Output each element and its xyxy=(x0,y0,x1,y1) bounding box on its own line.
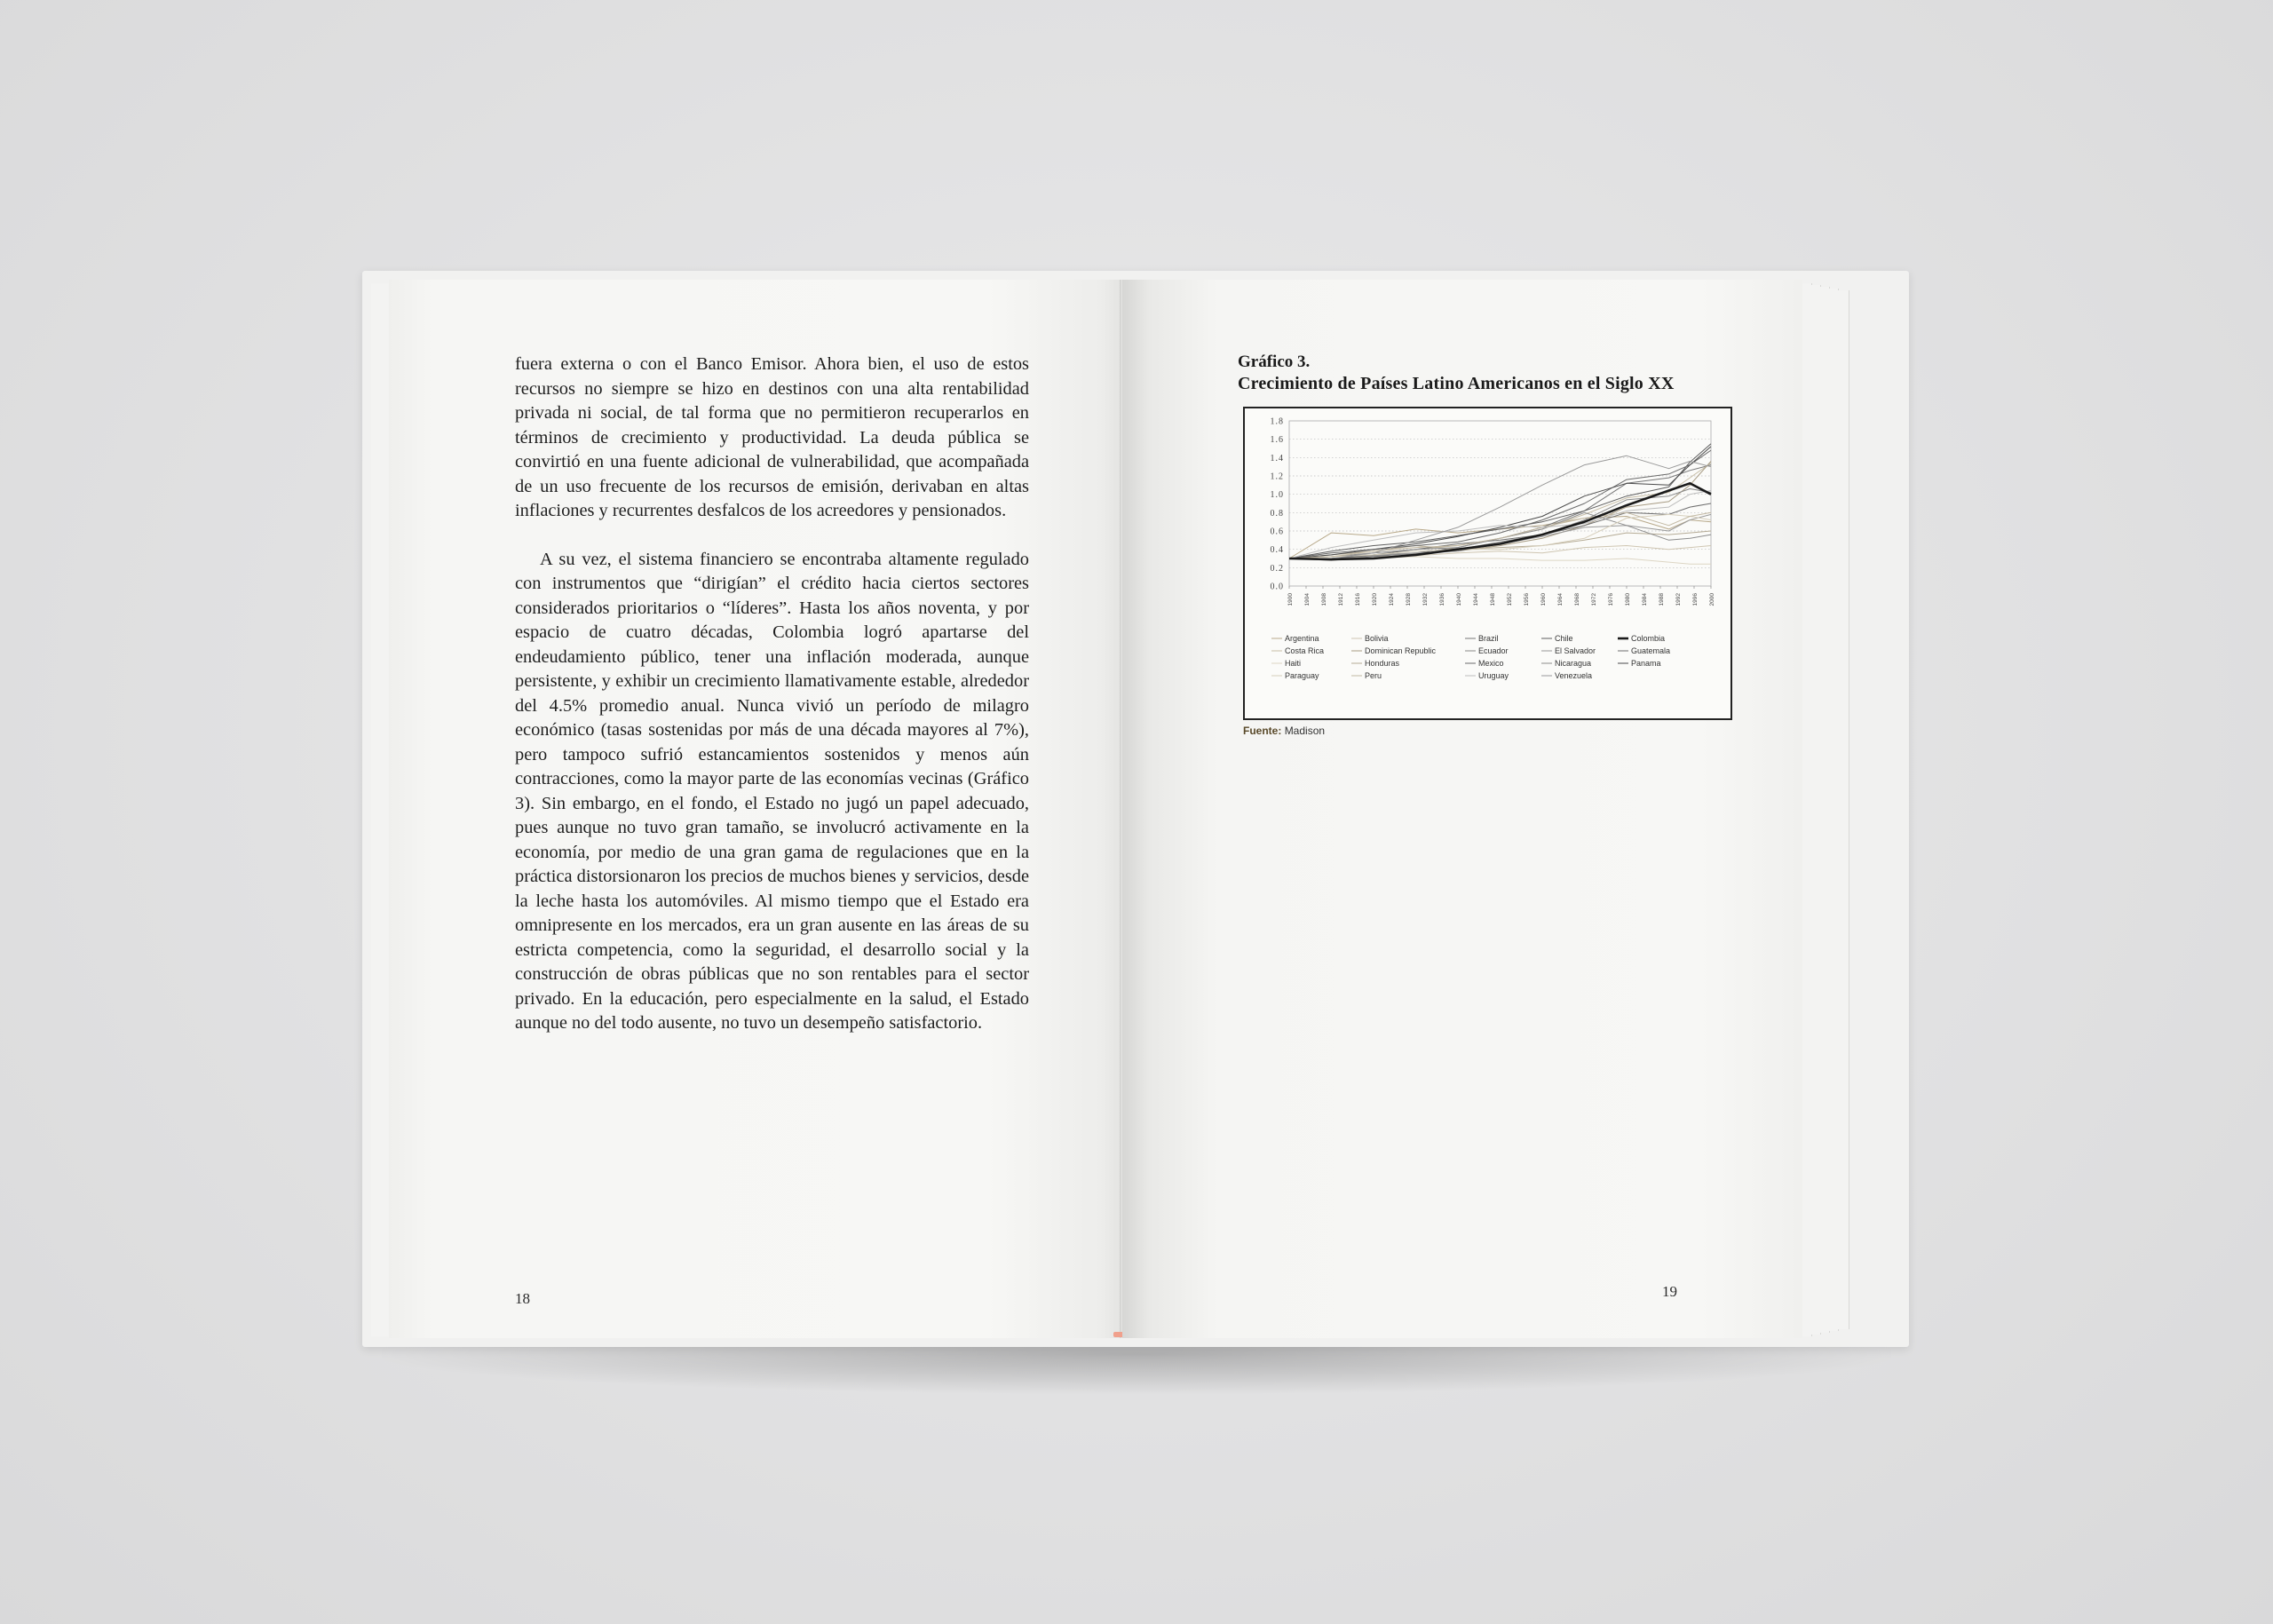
body-text xyxy=(515,353,1029,1036)
legend-label: Honduras xyxy=(1365,659,1400,668)
paragraph-1: fuera externa o con el Banco Emisor. Ahora bien, el uso de estos recursos no siempre se hizo en destinos con una alta rentabilidad privada ni social, de tal forma que no permitieron recuperarlos en términos de crecimiento y productividad. La deuda pública se convirtió en una fuente adicional de vulnerabilidad, que acompañada de un uso frecuente de los recursos de emisión, derivaban en altas inflaciones y recurrentes desfalcos de los acreedores y pensionados. xyxy=(515,354,1029,520)
page-number-left: 18 xyxy=(515,1290,530,1307)
x-tick-label: 1976 xyxy=(1608,593,1614,606)
x-tick-label: 1964 xyxy=(1557,593,1564,606)
legend-label: Paraguay xyxy=(1285,671,1319,680)
open-book xyxy=(362,271,1909,1347)
x-tick-label: 1900 xyxy=(1287,593,1294,606)
x-tick-label: 2000 xyxy=(1709,593,1715,606)
legend-label: Colombia xyxy=(1631,634,1666,643)
legend-label: Venezuela xyxy=(1555,671,1593,680)
page-number-right: 19 xyxy=(1662,1283,1677,1300)
legend-label: Costa Rica xyxy=(1285,646,1325,655)
figure-label: Gráfico 3. xyxy=(1238,353,1311,371)
figure-caption xyxy=(1238,352,1675,395)
legend-label: Haiti xyxy=(1285,659,1302,668)
x-tick-label: 1928 xyxy=(1406,593,1412,606)
legend-label: Guatemala xyxy=(1631,646,1671,655)
legend-label: Nicaragua xyxy=(1555,659,1592,668)
x-tick-label: 1904 xyxy=(1304,593,1311,606)
legend-label: Brazil xyxy=(1478,634,1499,643)
legend-label: Bolivia xyxy=(1365,634,1389,643)
y-tick-label: 0.0 xyxy=(1270,582,1284,592)
x-tick-label: 1944 xyxy=(1473,593,1479,606)
y-tick-label: 1.0 xyxy=(1270,490,1284,501)
series-line-chile xyxy=(1289,444,1711,558)
y-tick-label: 0.6 xyxy=(1270,527,1284,537)
y-tick-label: 1.8 xyxy=(1270,416,1284,427)
plot-area xyxy=(1289,421,1711,586)
x-tick-label: 1984 xyxy=(1642,593,1648,606)
figure-source xyxy=(1243,725,1325,737)
figure-title: Crecimiento de Países Latino Americanos en el Siglo XX xyxy=(1238,374,1675,393)
y-tick-label: 0.4 xyxy=(1270,545,1284,556)
x-tick-label: 1956 xyxy=(1524,593,1530,606)
x-tick-label: 1916 xyxy=(1355,593,1361,606)
x-tick-label: 1936 xyxy=(1439,593,1445,606)
x-tick-label: 1924 xyxy=(1389,593,1395,606)
left-page xyxy=(389,280,1138,1338)
x-tick-label: 1948 xyxy=(1490,593,1496,606)
y-tick-label: 1.2 xyxy=(1270,471,1284,482)
legend-label: Argentina xyxy=(1285,634,1319,643)
x-tick-label: 1912 xyxy=(1338,593,1344,606)
legend-label: Chile xyxy=(1555,634,1573,643)
x-tick-label: 1968 xyxy=(1574,593,1580,606)
y-tick-label: 1.6 xyxy=(1270,435,1284,446)
right-page-edge-5 xyxy=(1838,290,1849,1329)
x-tick-label: 1980 xyxy=(1625,593,1631,606)
x-tick-label: 1992 xyxy=(1675,593,1682,606)
legend-label: Dominican Republic xyxy=(1365,646,1437,655)
x-tick-label: 1996 xyxy=(1692,593,1699,606)
line-chart xyxy=(1245,408,1730,718)
chart-frame xyxy=(1243,407,1732,720)
y-tick-label: 1.4 xyxy=(1270,453,1284,463)
legend-label: El Salvador xyxy=(1555,646,1596,655)
legend-label: Mexico xyxy=(1478,659,1504,668)
legend-label: Peru xyxy=(1365,671,1382,680)
paragraph-2: A su vez, el sistema financiero se encontraba altamente regulado con instrumentos que “dirigían” el crédito hacia ciertos sectores considerados prioritarios o “líderes”. Hasta los años noventa, y por espacio de cuatro décadas, Colombia logró apartarse del endeudamiento público, tener una inflación moderada, aunque persistente, y exhibir un crecimiento llamativamente estable, alrededor del 4.5% promedio anual. Nunca vivió un período de milagro económico (tasas sostenidas por más de una década mayores al 7%), pero tampoco sufrió estancamientos sostenidos y menos aún contracciones, como la mayor parte de las economías vecinas (Gráfico 3). Sin embargo, en el fondo, el Estado no jugó un papel adecuado, pues aunque no tuvo gran tamaño, se involucró activamente en la economía, por medio de una gran gama de regulaciones que en la práctica distorsionaron los precios de muchos bienes y servicios, desde la leche hasta los automóviles. Al mismo tiempo que el Estado era omnipresente en los mercados, era un gran ausente en las áreas de su estricta competencia, como la seguridad, el desarrollo social y la construcción de obras públicas que no son rentables para el sector privado. En la educación, pero especialmente en la salud, el Estado aunque no del todo ausente, no tuvo un desempeño satisfactorio. xyxy=(515,549,1029,1033)
x-tick-label: 1908 xyxy=(1321,593,1327,606)
legend-label: Ecuador xyxy=(1478,646,1509,655)
source-label: Fuente: xyxy=(1243,725,1282,737)
legend-label: Uruguay xyxy=(1478,671,1509,680)
x-tick-label: 1932 xyxy=(1422,593,1429,606)
legend-label: Panama xyxy=(1631,659,1661,668)
x-tick-label: 1972 xyxy=(1591,593,1597,606)
x-tick-label: 1940 xyxy=(1456,593,1462,606)
right-page xyxy=(1122,280,1802,1338)
x-tick-label: 1960 xyxy=(1540,593,1547,606)
x-tick-label: 1920 xyxy=(1372,593,1378,606)
y-tick-label: 0.8 xyxy=(1270,508,1284,519)
x-tick-label: 1952 xyxy=(1507,593,1513,606)
y-tick-label: 0.2 xyxy=(1270,563,1284,574)
source-text: Madison xyxy=(1284,725,1326,737)
x-tick-label: 1988 xyxy=(1659,593,1665,606)
